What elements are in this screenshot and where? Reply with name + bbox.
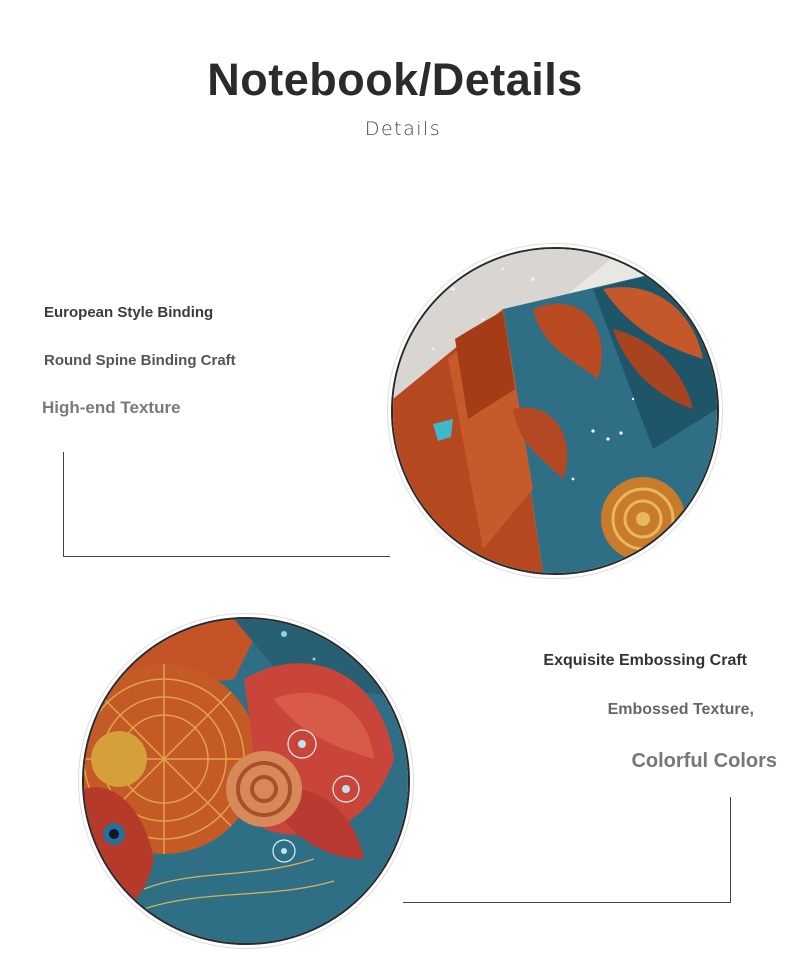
feature-european-style-binding: European Style Binding <box>44 304 214 321</box>
feature-high-end-texture: High-end Texture <box>42 398 181 417</box>
connector-line <box>403 902 731 903</box>
feature-embossing-craft: Exquisite Embossing Craft <box>543 652 747 669</box>
connector-line <box>730 797 731 903</box>
connector-line <box>63 556 390 557</box>
feature-embossed-texture: Embossed Texture, <box>607 701 754 718</box>
detail-image-embossed <box>82 617 410 945</box>
detail-image-spine <box>391 247 719 575</box>
feature-colorful-colors: Colorful Colors <box>631 750 777 772</box>
page-subtitle: Details <box>364 118 442 140</box>
page-title: Notebook/Details <box>207 54 583 105</box>
feature-round-spine-binding: Round Spine Binding Craft <box>44 352 236 369</box>
connector-line <box>63 452 64 557</box>
